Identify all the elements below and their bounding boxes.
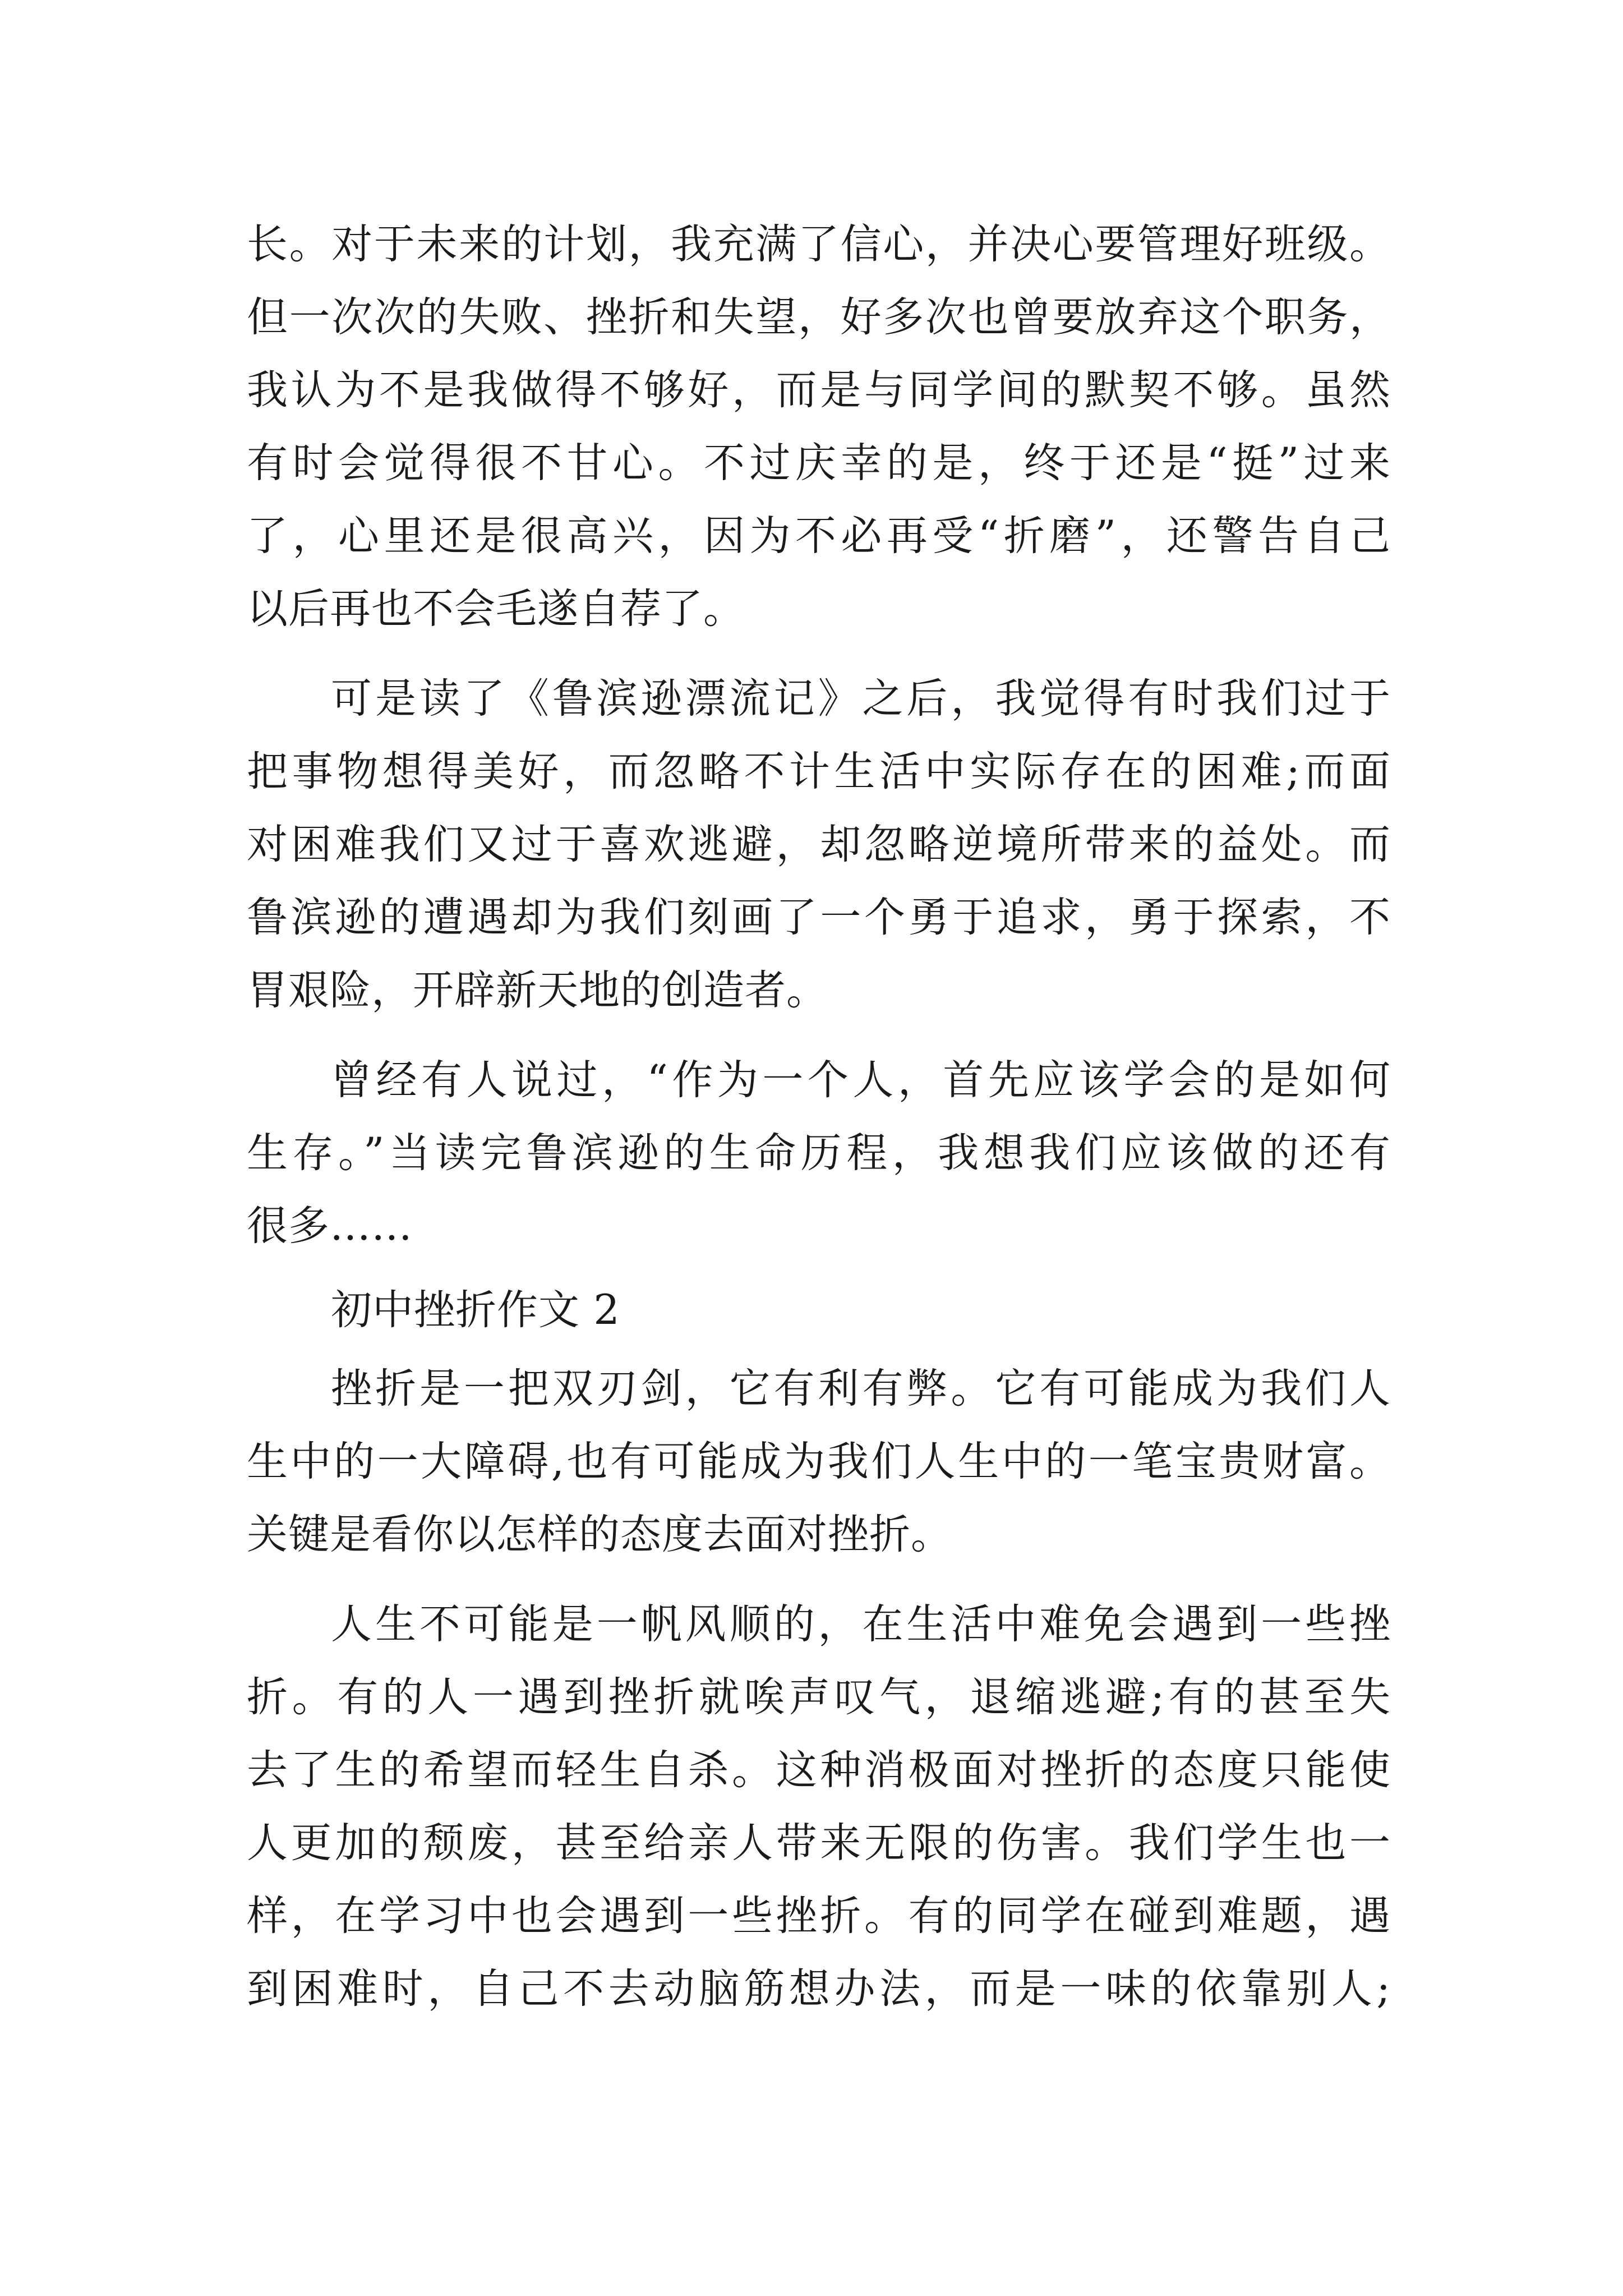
text-line: 我认为不是我做得不够好，而是与同学间的默契不够。虽然 bbox=[247, 366, 1391, 414]
paragraph-first-line: 可是读了《鲁滨逊漂流记》之后，我觉得有时我们过于 bbox=[331, 675, 1391, 723]
text-line: 生中的一大障碍,也有可能成为我们人生中的一笔宝贵财富。 bbox=[247, 1438, 1391, 1485]
text-line: 长。对于未来的计划，我充满了信心，并决心要管理好班级。 bbox=[247, 220, 1391, 268]
section-heading: 初中挫折作文 2 bbox=[331, 1286, 620, 1334]
text-line: 到困难时，自己不去动脑筋想办法，而是一味的依靠别人; bbox=[247, 1965, 1391, 2013]
text-line: 去了生的希望而轻生自杀。这种消极面对挫折的态度只能使 bbox=[247, 1746, 1391, 1794]
text-line: 对困难我们又过于喜欢逃避，却忽略逆境所带来的益处。而 bbox=[247, 821, 1391, 868]
text-line: 以后再也不会毛遂自荐了。 bbox=[247, 585, 745, 633]
text-line: 了，心里还是很高兴，因为不必再受“折磨”，还警告自己 bbox=[247, 512, 1391, 560]
text-line: 鲁滨逊的遭遇却为我们刻画了一个勇于追求，勇于探索，不 bbox=[247, 894, 1391, 941]
text-line: 胃艰险，开辟新天地的创造者。 bbox=[247, 967, 828, 1014]
text-line: 关键是看你以怎样的态度去面对挫折。 bbox=[247, 1511, 952, 1558]
paragraph-first-line: 人生不可能是一帆风顺的，在生活中难免会遇到一些挫 bbox=[331, 1600, 1391, 1648]
text-line: 样，在学习中也会遇到一些挫折。有的同学在碰到难题，遇 bbox=[247, 1892, 1391, 1940]
text-line: 折。有的人一遇到挫折就唉声叹气，退缩逃避;有的甚至失 bbox=[247, 1673, 1391, 1721]
text-line: 很多…… bbox=[247, 1202, 413, 1250]
text-line: 但一次次的失败、挫折和失望，好多次也曾要放弃这个职务， bbox=[247, 293, 1391, 341]
text-line: 有时会觉得很不甘心。不过庆幸的是，终于还是“挺”过来 bbox=[247, 439, 1391, 487]
text-line: 人更加的颓废，甚至给亲人带来无限的伤害。我们学生也一 bbox=[247, 1819, 1391, 1867]
text-line: 生存。”当读完鲁滨逊的生命历程，我想我们应该做的还有 bbox=[247, 1129, 1391, 1177]
paragraph-first-line: 挫折是一把双刃剑，它有利有弊。它有可能成为我们人 bbox=[331, 1365, 1391, 1412]
paragraph-first-line: 曾经有人说过，“作为一个人，首先应该学会的是如何 bbox=[331, 1056, 1391, 1104]
text-line: 把事物想得美好，而忽略不计生活中实际存在的困难;而面 bbox=[247, 748, 1391, 795]
